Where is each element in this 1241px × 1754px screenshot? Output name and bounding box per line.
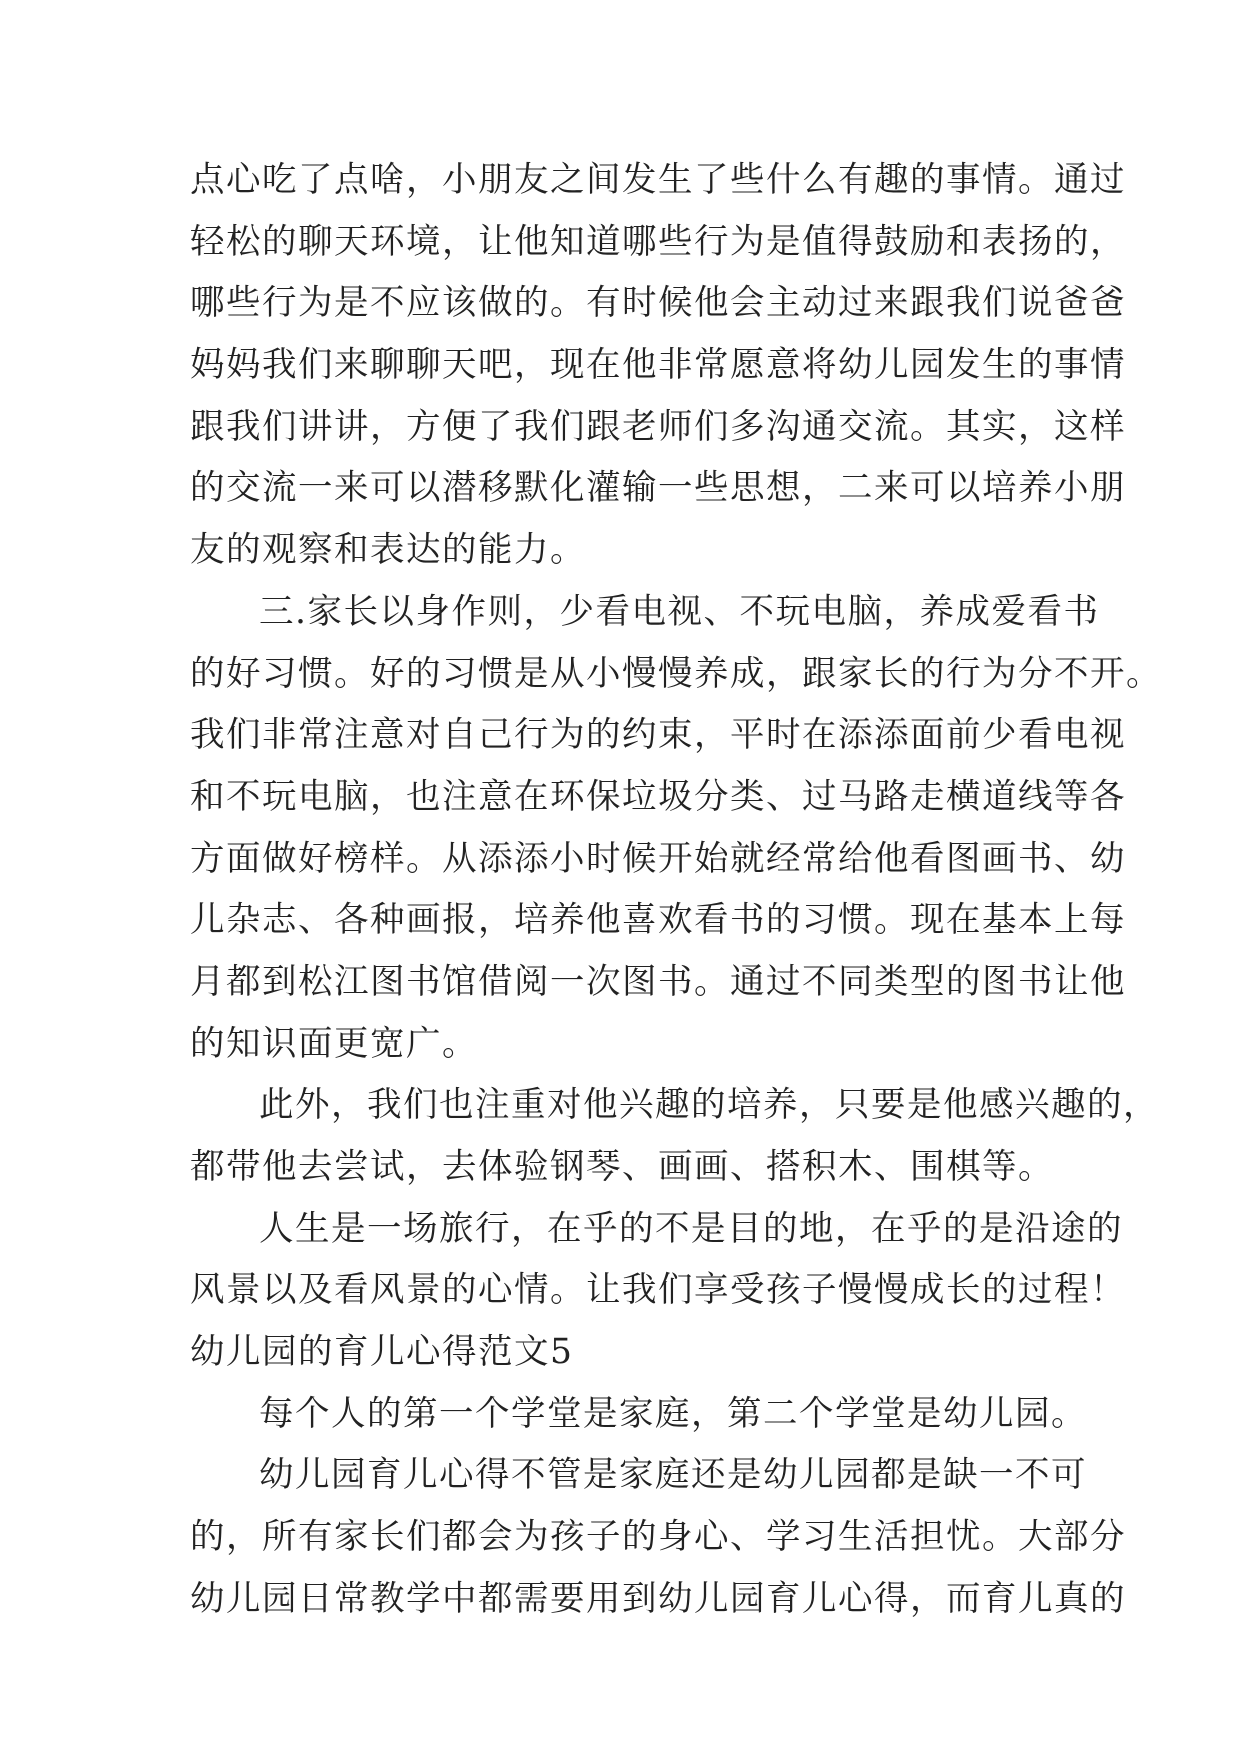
text-line: 的交流一来可以潜移默化灌输一些思想，二来可以培养小朋 bbox=[190, 468, 1126, 509]
text-line: 幼儿园日常教学中都需要用到幼儿园育儿心得，而育儿真的 bbox=[190, 1578, 1126, 1619]
text-line: 跟我们讲讲，方便了我们跟老师们多沟通交流。其实，这样 bbox=[190, 406, 1126, 447]
document-body bbox=[190, 150, 1162, 1631]
text-line: 的知识面更宽广。 bbox=[190, 1023, 478, 1064]
text-line: 都带他去尝试，去体验钢琴、画画、搭积木、围棋等。 bbox=[190, 1147, 1054, 1187]
text-line: 风景以及看风景的心情。让我们享受孩子慢慢成长的过程！ bbox=[190, 1270, 1126, 1311]
text-line: 方面做好榜样。从添添小时候开始就经常给他看图画书、幼 bbox=[190, 838, 1126, 879]
text-line: 我们非常注意对自己行为的约束，平时在添添面前少看电视 bbox=[190, 715, 1126, 756]
paragraph-start-line: 此外，我们也注重对他兴趣的培养，只要是他感兴趣的， bbox=[259, 1085, 1159, 1126]
text-line: 的好习惯。好的习惯是从小慢慢养成，跟家长的行为分不开。 bbox=[190, 653, 1162, 694]
text-line: 点心吃了点啥，小朋友之间发生了些什么有趣的事情。通过 bbox=[190, 160, 1126, 200]
text-line: 轻松的聊天环境，让他知道哪些行为是值得鼓励和表扬的， bbox=[190, 221, 1126, 262]
paragraph-start-line: 人生是一场旅行，在乎的不是目的地，在乎的是沿途的 bbox=[259, 1208, 1123, 1249]
text-line: 哪些行为是不应该做的。有时候他会主动过来跟我们说爸爸 bbox=[190, 283, 1126, 324]
section-heading: 幼儿园的育儿心得范文5 bbox=[190, 1332, 574, 1373]
text-line: 的，所有家长们都会为孩子的身心、学习生活担忧。大部分 bbox=[190, 1517, 1126, 1558]
text-line: 月都到松江图书馆借阅一次图书。通过不同类型的图书让他 bbox=[190, 961, 1126, 1002]
paragraph-start-line: 每个人的第一个学堂是家庭，第二个学堂是幼儿园。 bbox=[259, 1393, 1087, 1434]
text-line: 妈妈我们来聊聊天吧，现在他非常愿意将幼儿园发生的事情 bbox=[190, 345, 1126, 386]
paragraph-start-line: 幼儿园育儿心得不管是家庭还是幼儿园都是缺一不可 bbox=[259, 1455, 1087, 1496]
text-line: 友的观察和表达的能力。 bbox=[190, 530, 586, 571]
paragraph-start-line: 三.家长以身作则，少看电视、不玩电脑，养成爱看书 bbox=[259, 591, 1100, 632]
text-line: 儿杂志、各种画报，培养他喜欢看书的习惯。现在基本上每 bbox=[190, 900, 1126, 941]
text-line: 和不玩电脑，也注意在环保垃圾分类、过马路走横道线等各 bbox=[190, 776, 1126, 817]
